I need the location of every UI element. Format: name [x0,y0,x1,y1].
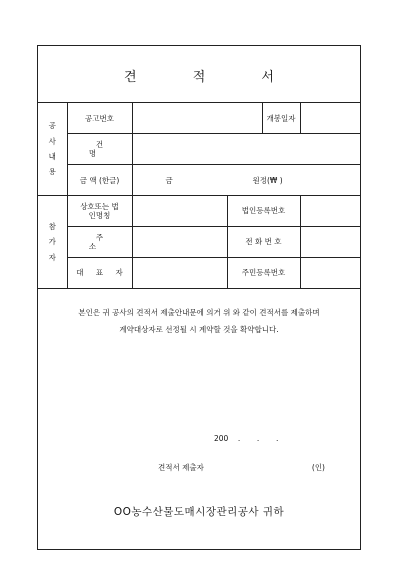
resident-reg-no-field[interactable] [300,258,360,289]
addressee: OO농수산물도매시장관리공사 귀하 [113,506,285,518]
item-name-label: 건 명 [67,134,132,165]
amount-prefix: 금 [165,175,173,185]
phone-label: 전 화 번 호 [227,227,300,258]
notice-no-label: 공고번호 [67,103,132,134]
submitter-label: 견적서 제출자 [158,463,204,472]
representative-field[interactable] [132,258,227,289]
company-name-field[interactable] [132,196,227,227]
form-title: 견 적 서 [124,70,300,85]
address-field[interactable] [132,227,227,258]
title-row [38,46,360,103]
company-name-label: 상호또는 법인명칭 [67,196,132,227]
notice-no-field[interactable] [132,103,262,134]
estimate-table [38,103,360,289]
representative-label: 대 표 자 [67,258,132,289]
declaration-text [38,304,360,338]
amount-field[interactable] [132,165,360,196]
address-label: 주 소 [67,227,132,258]
amount-korean-label: 금 액 (한글) [67,165,132,196]
corp-reg-no-field[interactable] [300,196,360,227]
section-project-label: 공 사 내 용 [38,103,67,196]
item-name-field[interactable] [132,134,360,165]
corp-reg-no-label: 법인등록번호 [227,196,300,227]
opening-date-field[interactable] [300,103,360,134]
section-bidder-label: 참 가 자 [38,196,67,289]
date-line: 200 . . . [214,434,279,443]
amount-won: 원정(₩ ) [252,175,283,185]
phone-field[interactable] [300,227,360,258]
resident-reg-no-label: 주민등록번호 [227,258,300,289]
declaration-line-2: 계약대상자로 선정될 시 계약할 것을 확약합니다. [119,325,279,334]
declaration-line-1: 본인은 귀 공사의 견적서 제출안내문에 의거 위 와 같이 견적서를 제출하며 [78,308,320,317]
estimate-form [37,45,361,550]
opening-date-label: 개봉일자 [262,103,300,134]
seal-mark: (인) [311,463,325,472]
